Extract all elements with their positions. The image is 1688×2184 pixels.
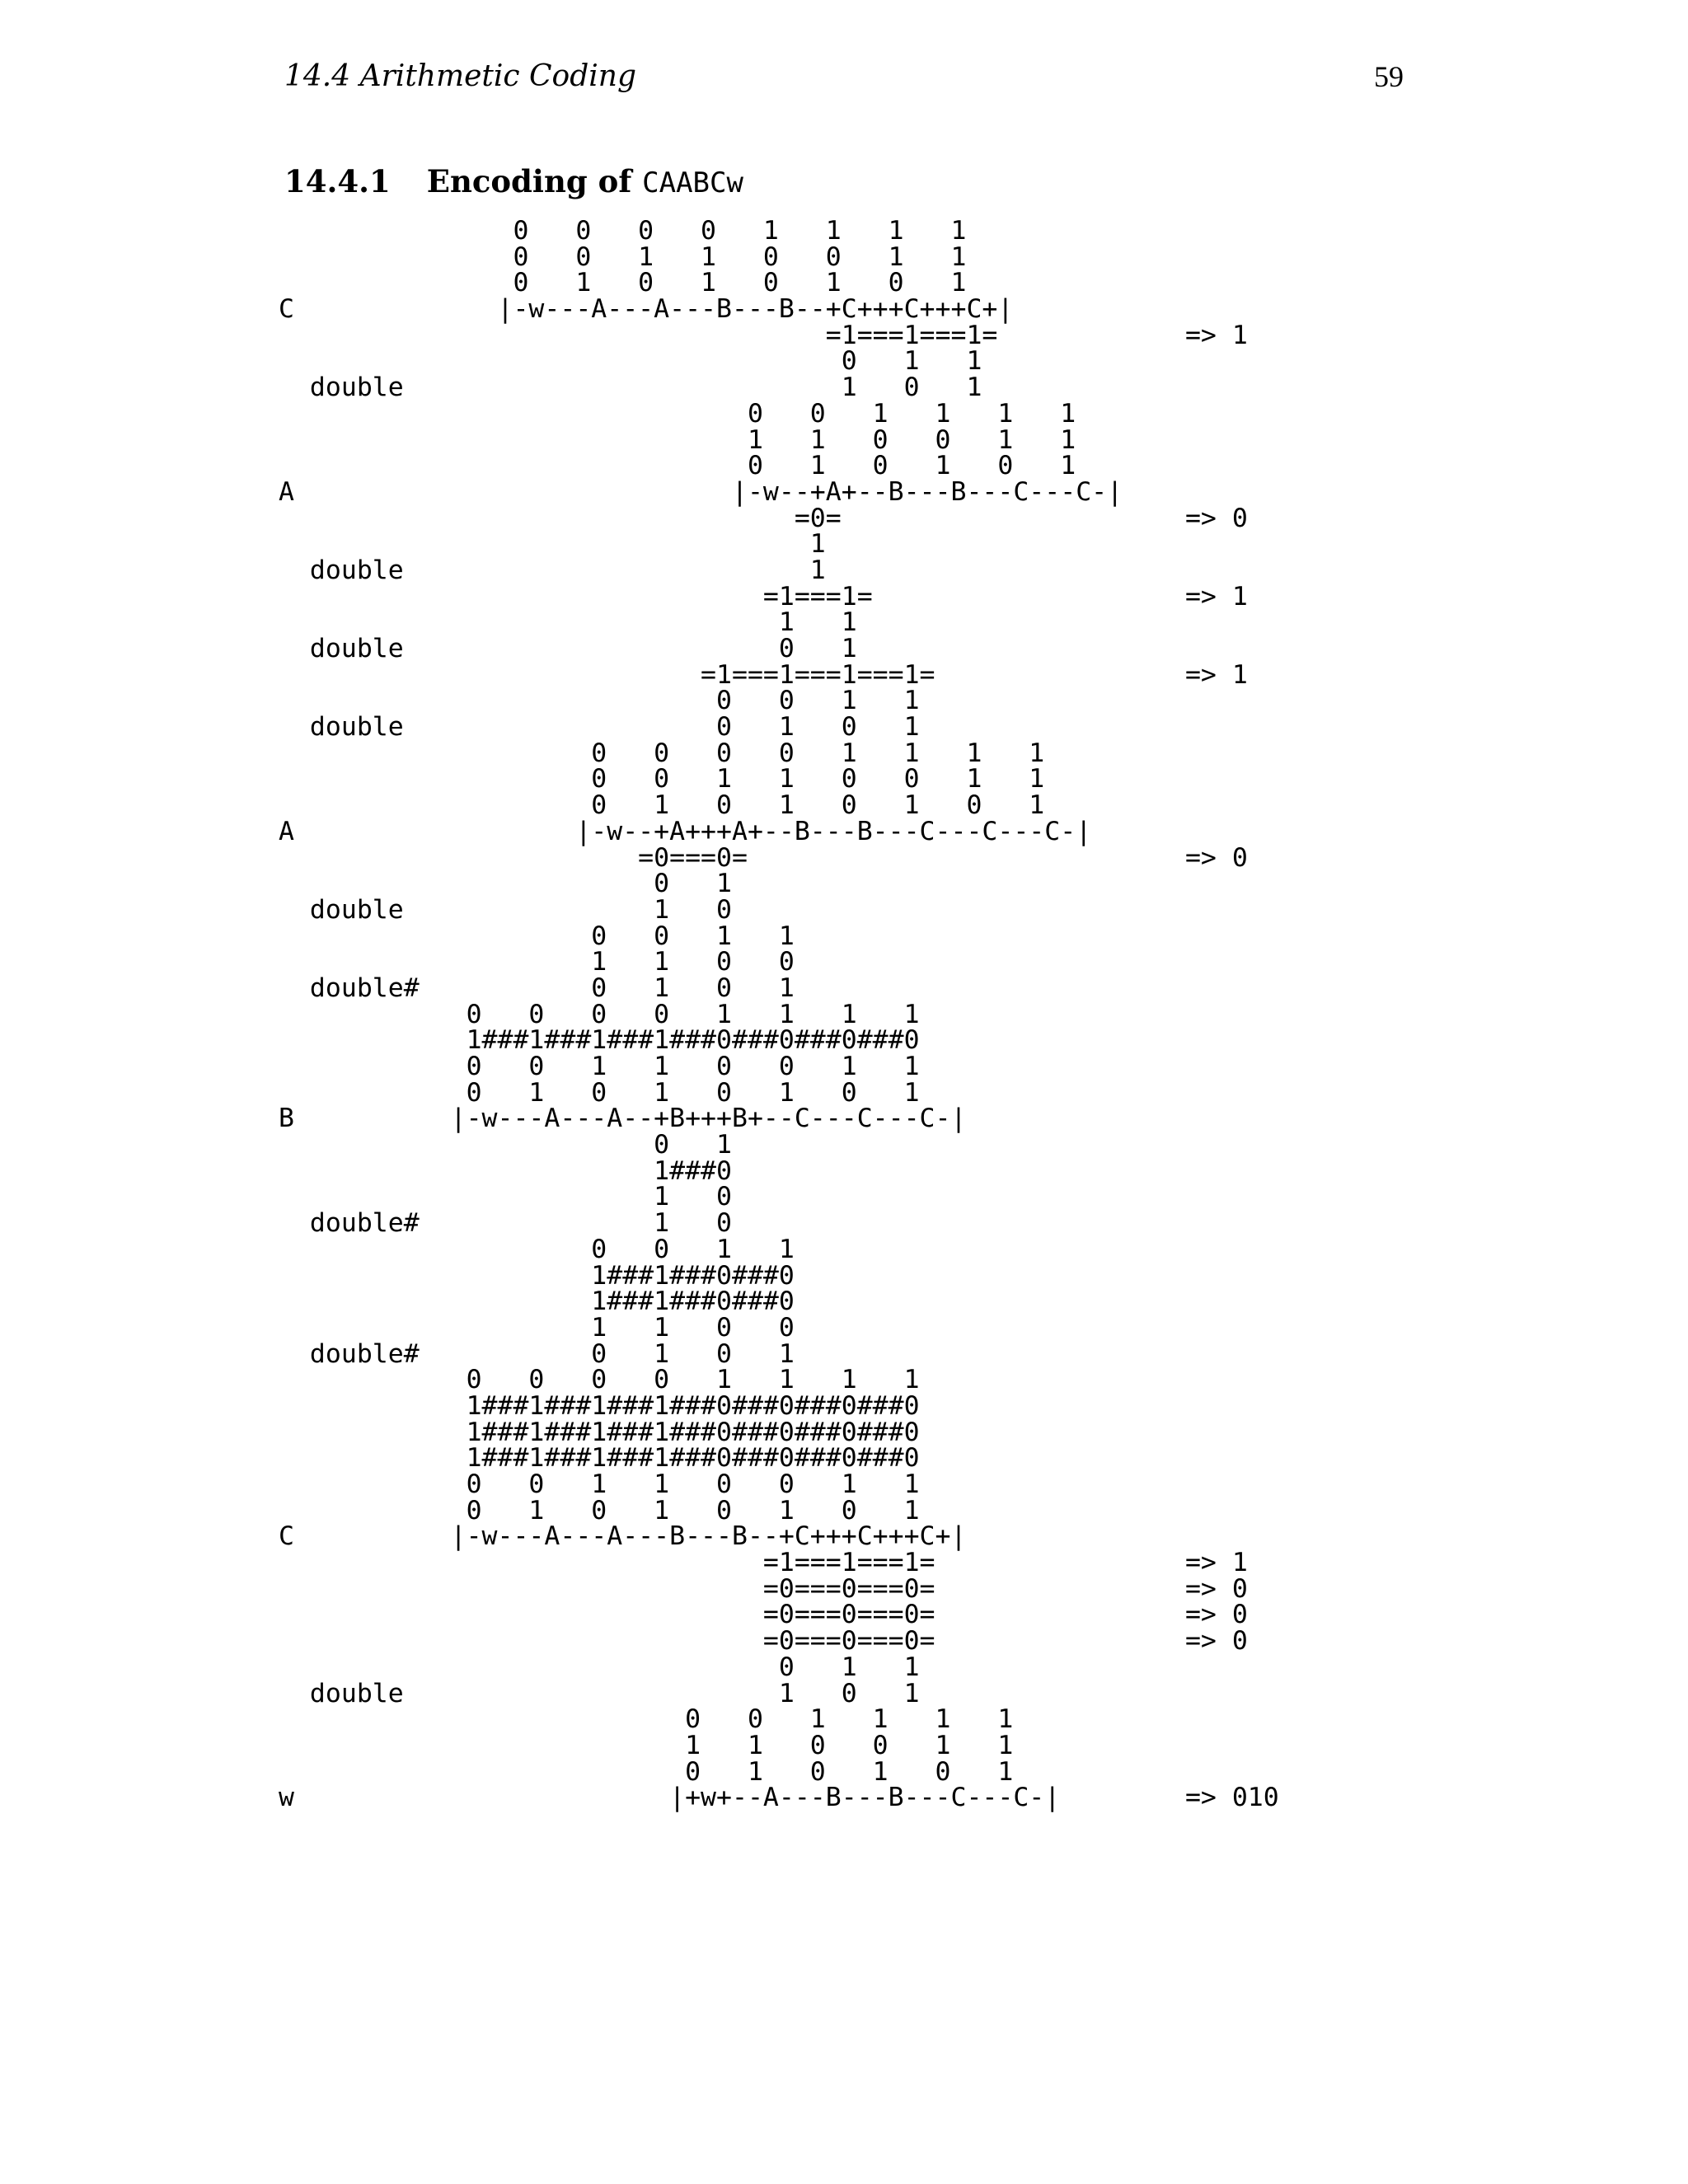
section-code: CAABCw [642,166,743,199]
trace-line: 0 1 0 1 0 1 0 1 [279,1077,920,1108]
encoding-trace [279,218,1279,1811]
trace-line: 0 1 0 1 0 1 0 1 [279,790,1045,821]
trace-line: 0 1 [279,869,732,899]
trace-line: 0 1 0 1 0 1 0 1 [279,268,967,298]
trace-line: 1 1 [279,607,857,638]
section-number: 14.4.1 [284,163,391,199]
trace-line: 1###0 [279,1155,732,1186]
trace-line: double# 0 1 0 1 [279,1338,795,1369]
trace-line: =0===0===0= => 0 [279,1573,1248,1604]
trace-line: 1###1###1###1###0###0###0###0 [279,1417,920,1447]
trace-line: 1 [279,529,826,560]
trace-line: 0 0 1 1 1 1 [279,1704,1014,1735]
trace-line: 1###1###1###1###0###0###0###0 [279,1443,920,1474]
trace-line: 1 0 [279,1182,732,1212]
trace-line: 0 0 1 1 0 0 1 1 [279,764,1045,794]
trace-line: B |-w---A---A--+B+++B+--C---C---C-| [279,1104,967,1134]
trace-line: 0 1 1 [279,1652,920,1682]
trace-line: =1===1===1= => 1 [279,1548,1248,1578]
trace-line: 0 0 0 0 1 1 1 1 [279,999,920,1029]
trace-line: 1###1###1###1###0###0###0###0 [279,1390,920,1421]
trace-line: double 1 [279,555,826,585]
trace-line: double 0 1 0 1 [279,712,920,743]
trace-line: =0= => 0 [279,503,1248,533]
trace-line: 0 0 0 0 1 1 1 1 [279,738,1045,768]
trace-line: 1 1 0 0 [279,947,795,977]
trace-line: 0 0 0 0 1 1 1 1 [279,1365,920,1395]
trace-line: w |+w+--A---B---B---C---C-| => 010 [279,1783,1279,1813]
trace-line: C |-w---A---A---B---B--+C+++C+++C+| [279,294,1014,325]
trace-line: 1###1###1###1###0###0###0###0 [279,1025,920,1056]
trace-line: =0===0= => 0 [279,842,1248,873]
trace-line: 0 1 0 1 0 1 0 1 [279,1495,920,1526]
trace-line: 0 1 0 1 0 1 [279,451,1076,481]
trace-line: =1===1===1= => 1 [279,320,1248,350]
trace-line: =0===0===0= => 0 [279,1626,1248,1657]
trace-line: A |-w--+A+--B---B---C---C-| [279,476,1123,507]
trace-line: 0 1 1 [279,346,982,377]
trace-line: 1 1 0 0 1 1 [279,1730,1014,1760]
trace-line: 1###1###0###0 [279,1260,795,1291]
section-heading [284,163,743,199]
trace-line: double# 1 0 [279,1208,732,1239]
running-title: 14.4 Arithmetic Coding [284,59,637,93]
trace-line: C |-w---A---A---B---B--+C+++C+++C+| [279,1521,967,1552]
trace-line: 1 1 0 0 [279,1312,795,1343]
section-title: Encoding of [426,163,632,199]
trace-line: =1===1===1===1= => 1 [279,659,1248,690]
trace-line: 0 0 1 1 [279,1234,795,1264]
page-number: 59 [1374,60,1404,93]
trace-line: 0 0 1 1 1 1 [279,398,1076,429]
trace-line: 0 1 0 1 0 1 [279,1756,1014,1787]
trace-line: 0 0 1 1 [279,921,795,951]
trace-line: 0 1 [279,1130,732,1160]
trace-line: 1 1 0 0 1 1 [279,424,1076,455]
trace-line: double 0 1 [279,634,857,663]
trace-line: 1###1###0###0 [279,1286,795,1317]
trace-line: =0===0===0= => 0 [279,1600,1248,1630]
trace-line: 0 0 1 1 0 0 1 1 [279,241,967,272]
trace-line: double 1 0 1 [279,373,982,403]
trace-line: double# 0 1 0 1 [279,972,795,1003]
trace-line: A |-w--+A+++A+--B---B---C---C---C-| [279,816,1092,846]
trace-line: 0 0 1 1 0 0 1 1 [279,1469,920,1499]
page-header [284,59,1404,109]
trace-line: 0 0 1 1 0 0 1 1 [279,1052,920,1081]
trace-line: 0 0 0 0 1 1 1 1 [279,216,967,246]
trace-line: double 1 0 1 [279,1678,920,1708]
trace-line: double 1 0 [279,894,732,925]
trace-line: 0 0 1 1 [279,686,920,716]
trace-line: =1===1= => 1 [279,581,1248,612]
